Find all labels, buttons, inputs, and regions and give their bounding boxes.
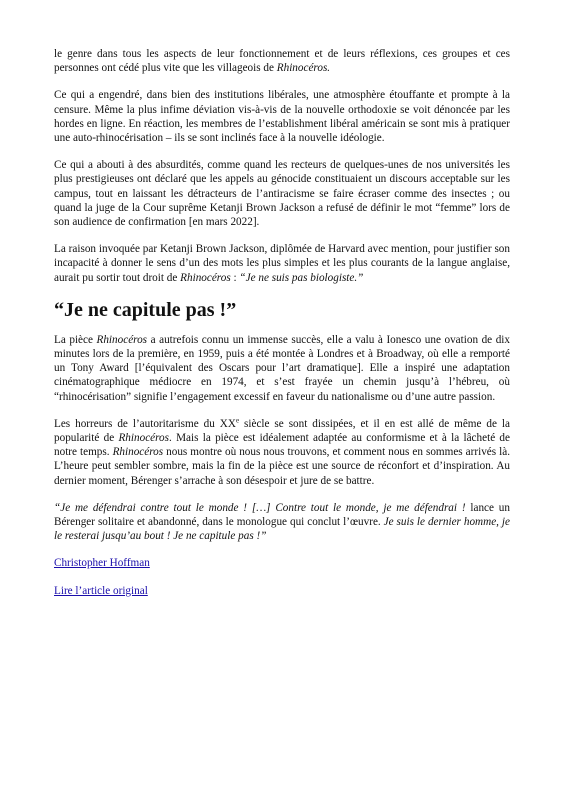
paragraph-text: La pièce — [54, 333, 97, 346]
paragraph-text: . Mais la pièce est idéalement adaptée au conformisme et à la lâcheté de notre temps. — [54, 432, 510, 459]
paragraph-intro — [54, 47, 510, 75]
paragraph-text: lance un Bérenger solitaire et abandonné, dans le monologue qui conclut l’œuvre. — [54, 501, 510, 529]
paragraph-horrors — [54, 417, 510, 488]
paragraph-success — [54, 333, 510, 404]
original-article-line — [54, 584, 510, 598]
author-link[interactable]: Christopher Hoffman — [54, 557, 150, 570]
paragraph-text: Les horreurs de l’autoritarisme du XX — [54, 417, 236, 430]
superscript: e — [235, 416, 240, 425]
author-line — [54, 556, 510, 570]
paragraph-text: nous montre où nous nous trouvons, et comment nous en sommes arrivés là. L’heure peut sembler sombre, mais la fin de la pièce est une source de réconfort et d’inspiration. Au dernier moment, Bérenger s’arrache à son désespoir et jure de se battre. — [54, 446, 510, 487]
paragraph-text: siècle se sont dissipées, et il en est allé de même de la popularité de — [54, 417, 510, 445]
paragraph-jackson — [54, 242, 510, 285]
paragraph-text: le genre dans tous les aspects de leur fonctionnement et de leurs réflexions, ces groupes et ces personnes ont cédé plus vite que les villageois de — [54, 48, 510, 75]
quote: “Je ne suis pas biologiste.” — [239, 271, 364, 284]
original-article-link[interactable]: Lire l’article original — [54, 584, 148, 597]
paragraph-text: a autrefois connu un immense succès, elle a valu à Ionesco une ovation de dix minutes lors de la première, en 1959, puis a été montée à Londres et à Broadway, où elle a remporté un Tony Award [l’équivalent des Oscars pour l’art dramatique]. Elle a inspiré une adaptation cinématographique médiocre en 1974, et s’est frayée un chemin jusqu’à l’hébreu, où “rhinocérisation” signifie l’engagement excessif en faveur du nationalisme ou d’une autre passion. — [54, 333, 510, 403]
paragraph-censorship: Ce qui a engendré, dans bien des institutions libérales, une atmosphère étouffante et prompte à la censure. Même la plus infime déviation vis-à-vis de la nouvelle orthodoxie se voit dénoncée par les hordes en ligne. En réaction, les membres de l’establishment libéral américain se sont mis à pratiquer une auto-rhinocérisation – ils se sont inclinés face à la nouvelle idéologie. — [54, 89, 510, 145]
paragraph-text: La raison invoquée par Ketanji Brown Jackson, diplômée de Harvard avec mention, pour justifier son incapacité à donner le sens d’un des mots les plus simples et les plus courants de la langue anglaise, aurait pu sortir tout droit de — [54, 243, 510, 284]
quote: “Je me défendrai contre tout le monde ! […] Contre tout le monde, je me défendrai ! — [54, 501, 466, 514]
play-title: Rhinocéros. — [276, 62, 331, 75]
play-title: Rhinocéros — [112, 446, 164, 459]
play-title: Rhinocéros — [180, 271, 231, 284]
paragraph-text: : — [230, 271, 240, 284]
quote: Je suis le dernier homme, je le resterai jusqu’au bout ! Je ne capitule pas !” — [54, 516, 510, 543]
play-title: Rhinocéros — [118, 432, 170, 445]
article-body — [54, 47, 510, 611]
play-title: Rhinocéros — [96, 333, 148, 346]
section-heading: “Je ne capitule pas !” — [54, 298, 237, 321]
paragraph-quote — [54, 501, 510, 544]
paragraph-absurdities: Ce qui a abouti à des absurdités, comme quand les recteurs de quelques-unes de nos universités les plus prestigieuses ont déclaré que les appels au génocide constituaient un discours acceptable sur les campus, tout en laissant les détracteurs de l’antiracisme se faire écraser comme des insectes ; ou quand la juge de la Cour suprême Ketanji Brown Jackson a refusé de définir le mot “femme” lors de son audience de confirmation [en mars 2022]. — [54, 159, 510, 229]
